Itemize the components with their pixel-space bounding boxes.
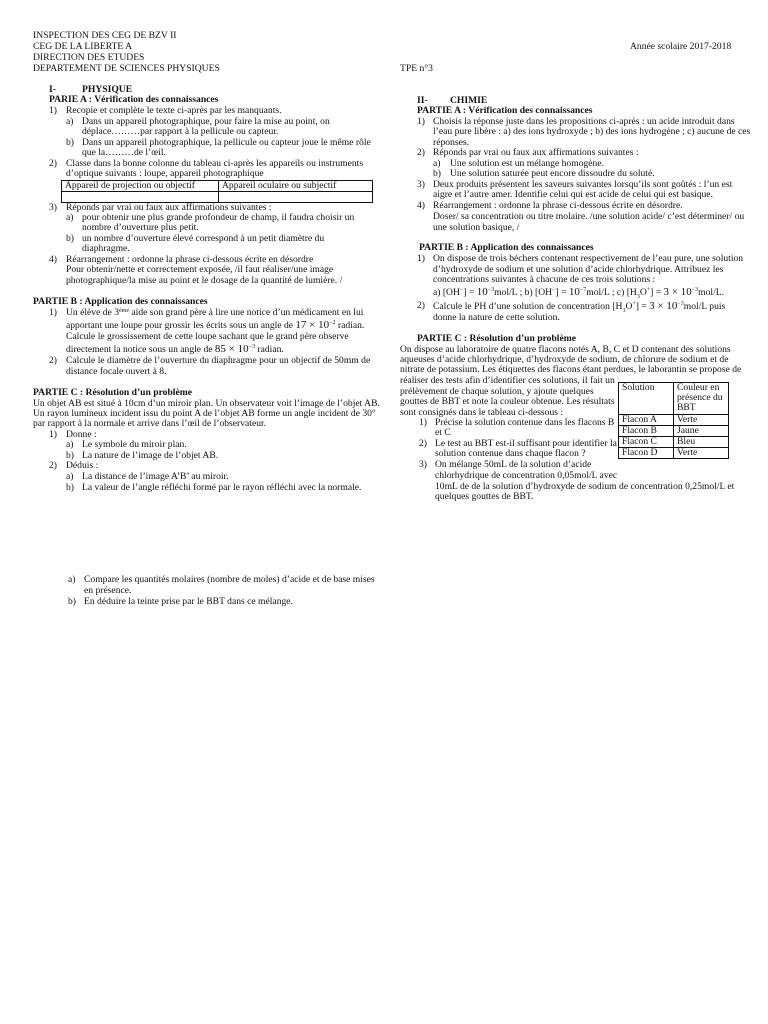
question-text: Réponds par vrai ou faux aux affirmations suivantes : (66, 202, 272, 213)
table-cell: Flacon B (619, 425, 674, 436)
question-text: Donne : (66, 429, 97, 440)
header-tpe-number: TPE n°3 (400, 63, 433, 74)
table-header-solution: Solution (619, 383, 674, 415)
item-text: En déduire la teinte prise par le BBT dans ce mélange. (84, 596, 293, 607)
question-number: 4) (49, 254, 57, 265)
question-number: 2) (49, 158, 57, 169)
item-letter: a) (66, 471, 74, 482)
optics-classification-table (61, 180, 373, 203)
paragraph-line: nitrate de potassium. Les étiquettes des flacons étant perdues, le laborantin se propose de (400, 364, 742, 375)
question-text: Recopie et complète le texte ci-après par les manquants. (66, 105, 282, 116)
item-text: diaphragme. (82, 243, 130, 254)
question-number: 1) (49, 429, 57, 440)
question-number: 1) (417, 116, 425, 127)
chimie-parta-title: PARTIE A : Vérification des connaissances (417, 105, 593, 116)
question-text: Doser/ sa concentration ou titre molaire. /une solution acide/ c’est déterminer/ ou (433, 211, 745, 222)
item-text: déplace………par rapport à la pellicule ou capteur. (82, 126, 279, 137)
question-text: et C (435, 427, 451, 438)
question-text: Calcule le PH d’une solution de concentration $[H_3O^+] = 3 \times 10^{-3}mol/L$ puis (433, 300, 726, 314)
question-text: Deux produits présentent les saveurs suivantes lorsqu’ils sont goûtés : l’un est (433, 179, 733, 190)
question-text: quelques gouttes de BBT. (435, 491, 534, 502)
item-text: un nombre d’ouverture élevé correspond à un petit diamètre du (82, 233, 325, 244)
question-text: chlorhydrique de concentration 0,05mol/L avec (435, 470, 618, 481)
item-text: Dans un appareil photographique, pour faire la mise au point, on (82, 116, 330, 127)
paragraph-line: sont consignés dans le tableau ci-dessous : (400, 407, 564, 418)
question-number: 1) (419, 417, 427, 428)
header-direction: DIRECTION DES ETUDES (33, 52, 145, 63)
header-school: CEG DE LA LIBERTE A (33, 41, 133, 52)
table-cell: Flacon A (619, 414, 674, 425)
item-text: nombre d’ouverture plus petit. (82, 222, 199, 233)
question-number: 2) (419, 438, 427, 449)
table-header-subjectif: Appareil oculaire ou subjectif (219, 181, 373, 192)
item-text: Dans un appareil photographique, la pellicule ou capteur joue le même rôle (82, 137, 371, 148)
paragraph-line: aqueuses d’acide chlorhydrique, d’hydroxyde de sodium, de chlorure de sodium et de (400, 354, 729, 365)
physique-parta-title: PARIE A : Vérification des connaissances (49, 94, 219, 105)
question-text: d’hydroxyde de sodium et une solution d’acide chlorhydrique. Attribuez les (433, 264, 724, 275)
table-row (619, 448, 729, 459)
paragraph-line: prélèvement de chaque solution, y ajoute quelques (400, 386, 594, 397)
header-department: DEPARTEMENT DE SCIENCES PHYSIQUES (33, 63, 220, 74)
question-text: Classe dans la bonne colonne du tableau ci-après les appareils ou instruments (66, 158, 364, 169)
question-text: Calcule le grossissement de cette loupe sachant que le grand père observe (66, 331, 349, 342)
table-cell: Verte (674, 414, 729, 425)
table-header-objectif: Appareil de projection ou objectif (62, 181, 219, 192)
paragraph-line: par rapport à la normale et arrive dans l’œil de l’observateur. (33, 418, 267, 429)
table-row (619, 437, 729, 448)
question-text: On mélange 50mL de la solution d’acide (435, 459, 592, 470)
item-text: La valeur de l’angle réfléchi formé par le rayon réfléchi avec la normale. (82, 482, 362, 493)
physique-section-title: PHYSIQUE (82, 84, 133, 95)
question-number: 4) (417, 200, 425, 211)
question-text: Pour obtenir/nette et correctement exposée, /il faut réaliser/une image (66, 264, 334, 275)
item-text: Une solution est un mélange homogène. (450, 158, 605, 169)
concentrations-line: a) $[OH^-] = 10^{-3}mol/L$ ; b) $[OH^-] = 10^{-7}mol/L$ ; c) $[H_3O^+] = 3 \times 10^{-3}mol/L$. (433, 286, 725, 300)
question-text: concentrations suivantes à chacune de ces trois solutions : (433, 274, 656, 285)
item-text: Une solution saturée peut encore dissoudre du soluté. (450, 168, 655, 179)
question-text: Le test au BBT est-il suffisant pour identifier la (435, 438, 617, 449)
question-text: Choisis la réponse juste dans les propositions ci-après : un acide introduit dans (433, 116, 735, 127)
question-text: 10mL de de la solution d’hydroxyde de sodium de concentration 0,25mol/L et (435, 481, 735, 492)
question-number: 1) (417, 253, 425, 264)
question-text: distance focale ouvert à 8. (66, 366, 167, 377)
table-cell: Bleu (674, 437, 729, 448)
question-text: Déduis : (66, 460, 99, 471)
question-text: une solution basique, / (433, 222, 520, 233)
item-letter: a) (433, 158, 441, 169)
table-cell: Verte (674, 448, 729, 459)
chimie-partb-title: PARTIE B : Application des connaissances (419, 242, 594, 253)
item-letter: b) (66, 450, 74, 461)
question-text: donne la nature de cette solution. (433, 312, 560, 323)
question-number: 1) (49, 105, 57, 116)
question-text: Précise la solution contenue dans les flacons B (435, 417, 615, 428)
physique-partb-title: PARTIE B : Application des connaissances (33, 296, 208, 307)
item-text: La distance de l’image A’B’ au miroir. (82, 471, 229, 482)
item-text: Le symbole du miroir plan. (82, 439, 187, 450)
question-text: d’optique suivants : loupe, appareil photographique (66, 168, 264, 179)
question-text: réponses. (433, 137, 469, 148)
chimie-partc-title: PARTIE C : Résolution d’un problème (417, 333, 576, 344)
paragraph-line: gouttes de BBT et note la couleur obtenue. Les résultats (400, 396, 615, 407)
item-text: en présence. (84, 585, 132, 596)
question-text: apportant une loupe pour grossir les écrits sous un angle de $17 \times 10^{-2}$ radian. (66, 319, 365, 331)
question-number: 2) (49, 355, 57, 366)
chimie-section-number: II- (417, 95, 428, 106)
table-cell: Flacon C (619, 437, 674, 448)
table-row (619, 425, 729, 436)
question-text: Réponds par vrai ou faux aux affirmations suivantes : (433, 147, 639, 158)
question-text: Réarrangement : ordonne la phrase ci-dessous écrite en désordre. (433, 200, 683, 211)
question-number: 3) (49, 202, 57, 213)
question-number: 3) (419, 459, 427, 470)
physique-section-number: I- (49, 84, 56, 95)
question-number: 2) (417, 147, 425, 158)
item-letter: a) (66, 439, 74, 450)
item-letter: b) (433, 168, 441, 179)
item-text: Compare les quantités molaires (nombre de moles) d’acide et de base mises (84, 574, 375, 585)
paragraph-line: Un rayon lumineux incident issu du point A de l’objet AB forme un angle incident de 30° (33, 408, 376, 419)
header-school-year: Année scolaire 2017-2018 (630, 41, 732, 52)
chimie-section-title: CHIMIE (450, 95, 488, 106)
physique-partc-title: PARTIE C : Résolution d’un problème (33, 387, 192, 398)
item-text: que la………de l’œil. (82, 147, 166, 158)
question-text: Calcule le diamètre de l’ouverture du diaphragme pour un objectif de 50mm de (66, 355, 371, 366)
table-header-color: Couleur en présence du BBT (674, 383, 729, 415)
item-text: La nature de l’image de l’objet AB. (82, 450, 219, 461)
question-text: photographique/la mise au point et le dosage de la quantité de lumière. / (66, 275, 343, 286)
question-number: 2) (49, 460, 57, 471)
question-number: 2) (417, 300, 425, 311)
question-text: Un élève de 3ème aide son grand père à lire une notice d’un médicament en lui (66, 307, 364, 318)
item-text: pour obtenir une plus grande profondeur de champ, il faudra choisir un (82, 212, 355, 223)
paragraph-line: On dispose au laboratoire de quatre flacons notés A, B, C et D contenant des solutions (400, 344, 731, 355)
item-letter: b) (66, 233, 74, 244)
paragraph-line: Un objet AB est situé à 10cm d’un miroir plan. Un observateur voit l’image de l’objet AB. (33, 398, 380, 409)
item-letter: a) (66, 212, 74, 223)
table-row (619, 414, 729, 425)
bbt-results-table (618, 382, 729, 459)
question-number: 3) (417, 179, 425, 190)
question-text: Réarrangement : ordonne la phrase ci-dessous écrite en désordre (66, 254, 314, 265)
item-letter: b) (66, 482, 74, 493)
question-text: l’eau pure libère : a) des ions hydroxyde ; b) des ions hydrogène ; c) aucune de ces (433, 126, 751, 137)
question-text: On dispose de trois béchers contenant respectivement de l’eau pure, une solution (433, 253, 744, 264)
header-inspection: INSPECTION DES CEG DE BZV II (33, 30, 177, 41)
paragraph-line: réaliser des tests afin d’identifier ces solutions, il fait un (400, 375, 615, 386)
question-text: solution contenue dans chaque flacon ? (435, 448, 586, 459)
table-cell: Jaune (674, 425, 729, 436)
table-cell: Flacon D (619, 448, 674, 459)
question-number: 1) (49, 307, 57, 318)
question-text: aigre et l’autre amer. Identifie celui qui est acide de celui qui est basique. (433, 189, 713, 200)
question-text: directement la notice sous un angle de $85 \times 10^{-3}$ radian. (66, 343, 284, 355)
item-letter: a) (68, 574, 76, 585)
item-letter: b) (68, 596, 76, 607)
item-letter: b) (66, 137, 74, 148)
item-letter: a) (66, 116, 74, 127)
